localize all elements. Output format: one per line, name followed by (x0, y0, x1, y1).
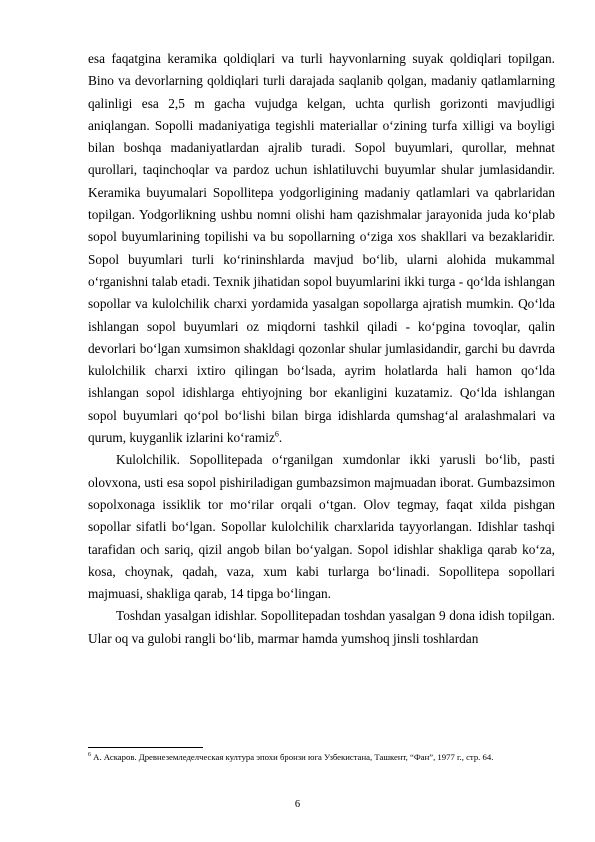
footnote-separator (88, 747, 203, 748)
paragraph-1-text: esa faqatgina keramika qoldiqlari va turli hayvonlarning suyak qoldiqlari topilgan. Bino va devorlarning qoldiqlari turli darajada saqlanib qolgan, madaniy qatlamlarning qalinligi esa 2,5 m gacha vujudga kelgan, uchta qurlish gorizonti mavjudligi aniqlangan. Sopolli madaniyatiga tegishli materiallar o‘zining turfa xilligi va boyligi bilan boshqa madaniyatlardan ajralib turadi. Sopol buyumlari, qurollar, mehnat qurollari, taqinchoqlar va pardoz uchun ishlatiluvchi buyumlar shular jumlasidandir. Keramika buyumalari Sopollitepa yodgorligining madaniy qatlamlari va qabrlaridan topilgan. Yodgorlikning ushbu nomni olishi ham qazishmalar jarayonida juda ko‘plab sopol buyumlarining topilishi va bu sopollarning o‘ziga xos shakllari va bezaklaridir. Sopol buyumlari turli ko‘rininshlarda mavjud bo‘lib, ularni alohida mukammal o‘rganishni talab etadi. Texnik jihatidan sopol buyumlarini ikki turga - qo‘lda ishlangan sopollar va kulolchilik charxi yordamida yasalgan sopollarga ajratish mumkin. Qo‘lda ishlangan sopol buyumlari oz miqdorni tashkil qiladi - ko‘pgina tovoqlar, qalin devorlari bo‘lgan xumsimon shakldagi qozonlar shular jumlasidandir, garchi bu davrda kulolchilik charxi ixtiro qilingan bo‘lsada, ayrim holatlarda hali hamon qo‘lda ishlangan sopol idishlarga ehtiyojning bor ekanligini kuzatamiz. Qo‘lda ishlangan sopol buyumlari qo‘pol bo‘lishi bilan birga idishlarda qumshag‘al aralashmalari va qurum, kuyganlik izlarini ko‘ramiz (88, 51, 555, 446)
paragraph-3: Toshdan yasalgan idishlar. Sopollitepadan toshdan yasalgan 9 dona idish topilgan. Ular oq va gulobi rangli bo‘lib, marmar hamda yumshoq jinsli toshlardan (88, 608, 555, 646)
paragraph-2: Kulolchilik. Sopollitepada o‘rganilgan xumdonlar ikki yarusli bo‘lib, pasti olovxona, usti esa sopol pishiriladigan gumbazsimon majmuadan iborat. Gumbazsimon sopolxonaga issiklik tor mo‘rilar orqali o‘tgan. Olov tegmay, faqat xilda pishgan sopollar sifatli bo‘lgan. Sopollar kulolchilik charxlarida tayyorlangan. Idishlar tashqi tarafidan och sariq, qizil angob bilan bo‘yalgan. Sopol idishlar shakliga qarab ko‘za, kosa, choynak, qadah, vaza, xum kabi turlarga bo‘linadi. Sopollitepa sopollari majmuasi, shakliga qarab, 14 tipga bo‘lingan. (88, 452, 555, 602)
footnote-reference[interactable]: 6 (274, 429, 279, 439)
footnote-marker: 6 (88, 752, 91, 759)
paragraph-1-end: . (278, 430, 283, 446)
footnote-text: А. Аскаров. Древнеземледелческая култура эпохи бронзи юга Узбекистана, Ташкент, “Фан”, 1977 г., стр. 64. (91, 752, 494, 762)
footnote (88, 751, 555, 764)
page-body (88, 48, 555, 650)
paragraph-1 (88, 48, 555, 449)
page-number: 6 (294, 799, 301, 810)
